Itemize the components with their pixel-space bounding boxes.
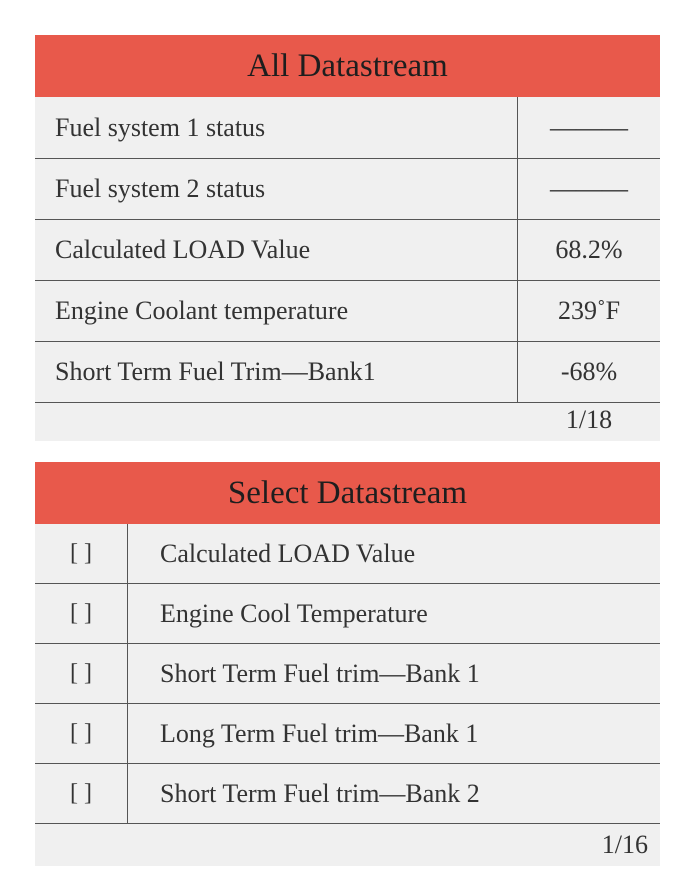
- datastream-row[interactable]: [35, 220, 660, 281]
- page-indicator: 1/16: [601, 830, 648, 859]
- select-label: Short Term Fuel trim—Bank 1: [160, 658, 480, 688]
- select-datastream-title: Select Datastream: [35, 462, 660, 524]
- footer-spacer: [35, 403, 518, 441]
- select-datastream-panel: [35, 462, 660, 866]
- select-label: Calculated LOAD Value: [160, 538, 416, 568]
- datastream-value: ———: [550, 112, 628, 142]
- pagination-row: [35, 824, 660, 866]
- datastream-value: ———: [550, 174, 628, 203]
- datastream-label: Fuel system 1 status: [35, 97, 518, 158]
- checkbox[interactable]: [ ]: [35, 704, 128, 763]
- datastream-row[interactable]: [35, 97, 660, 159]
- all-datastream-panel: [35, 35, 660, 441]
- select-label: Short Term Fuel trim—Bank 2: [160, 778, 480, 808]
- datastream-row[interactable]: [35, 159, 660, 220]
- datastream-row[interactable]: [35, 281, 660, 342]
- select-row[interactable]: [35, 644, 660, 704]
- pagination-row: [35, 403, 660, 441]
- checkbox[interactable]: [ ]: [35, 584, 128, 643]
- checkbox[interactable]: [ ]: [35, 764, 128, 823]
- select-label: Long Term Fuel trim—Bank 1: [160, 718, 479, 748]
- datastream-value: 239˚F: [557, 296, 621, 325]
- datastream-label: Calculated LOAD Value: [35, 220, 518, 280]
- datastream-value: -68%: [560, 357, 618, 386]
- checkbox[interactable]: [ ]: [35, 524, 128, 583]
- all-datastream-title: All Datastream: [35, 35, 660, 97]
- select-row[interactable]: [35, 524, 660, 584]
- select-label: Engine Cool Temperature: [160, 598, 428, 628]
- select-row[interactable]: [35, 704, 660, 764]
- datastream-label: Short Term Fuel Trim—Bank1: [35, 342, 518, 402]
- datastream-label: Fuel system 2 status: [35, 159, 518, 219]
- checkbox[interactable]: [ ]: [35, 644, 128, 703]
- datastream-label: Engine Coolant temperature: [35, 281, 518, 341]
- datastream-row[interactable]: [35, 342, 660, 403]
- page-indicator: 1/18: [565, 405, 613, 434]
- datastream-value: 68.2%: [555, 235, 623, 264]
- select-row[interactable]: [35, 764, 660, 824]
- select-row[interactable]: [35, 584, 660, 644]
